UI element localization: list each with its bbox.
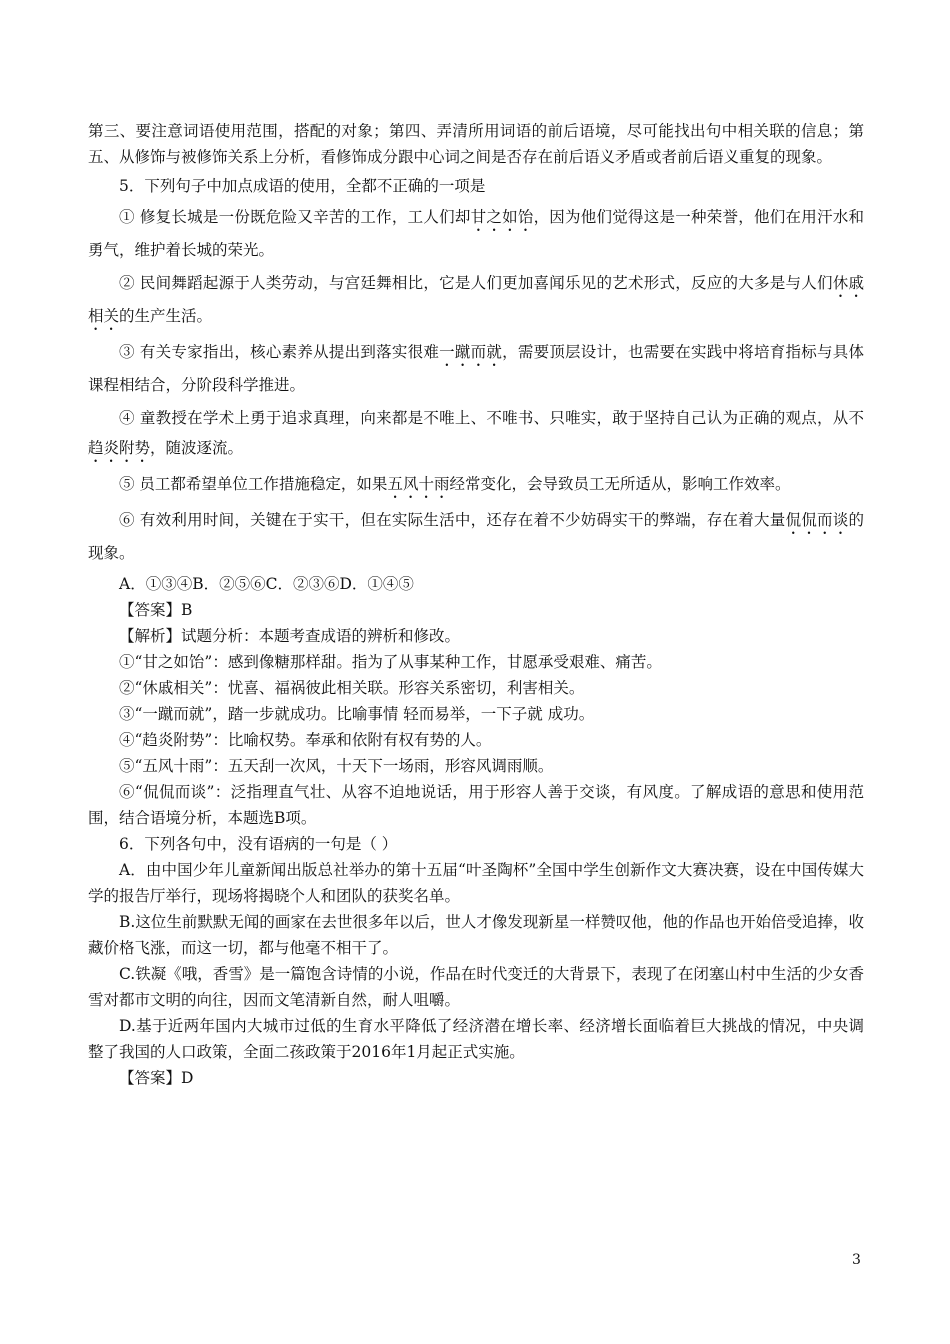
analysis-item-6: ⑥“侃侃而谈”：泛指理直气壮、从容不迫地说话，用于形容人善于交谈，有风度。了解成语的意思和使用范围，结合语境分析，本题选B项。 <box>88 783 864 827</box>
question-6-option-b: B.这位生前默默无闻的画家在去世很多年以后，世人才像发现新星一样赞叹他，他的作品也开始倍受追捧，收藏价格飞涨，而这一切，都与他毫不相干了。 <box>88 913 864 957</box>
sentence-text: ⑤ 员工都希望单位工作措施稳定，如果 <box>119 475 388 493</box>
question-6-option-a: A．由中国少年儿童新闻出版总社举办的第十五届“叶圣陶杯”全国中学生创新作文大赛决赛，设在中国传媒大学的报告厅举行，现场将揭晓个人和团队的获奖名单。 <box>88 861 864 905</box>
question-6-option-d: D.基于近两年国内大城市过低的生育水平降低了经济潜在增长率、经济增长面临着巨大挑战的情况，中央调整了我国的人口政策，全面二孩政策于2016年1月起正式实施。 <box>88 1017 864 1061</box>
question-5-options: A．①③④B．②⑤⑥C．②③⑥D．①④⑤ <box>119 575 414 593</box>
sentence-text: ① 修复长城是一份既危险又辛苦的工作，工人们却 <box>119 208 471 226</box>
analysis-item-3: ③“一蹴而就”，踏一步就成功。比喻事情 轻而易举，一下子就 成功。 <box>119 705 595 723</box>
analysis-item-2: ②“休戚相关”：忧喜、福祸彼此相关联。形容关系密切，利害相关。 <box>119 679 585 697</box>
question-5-sentence-1 <box>88 202 864 265</box>
sentence-text: ④ 童教授在学术上勇于追求真理，向来都是不唯上、不唯书、只唯实，敢于坚持自己认为正确的观点，从不 <box>119 409 864 427</box>
analysis-item-1: ①“甘之如饴”：感到像糖那样甜。指为了从事某种工作，甘愿承受艰难、痛苦。 <box>119 653 662 671</box>
dotted-idiom: 甘之如饴 <box>470 208 534 226</box>
sentence-text: ③ 有关专家指出，核心素养从提出到落实很难 <box>119 343 440 361</box>
sentence-text: ，需要顶层设计，也需要在实践中将培育指标与具体课程相结合，分阶段科学推进。 <box>88 343 864 394</box>
sentence-text: ⑥ 有效利用时间，关键在于实干，但在实际生活中，还存在着不少妨碍实干的弊端，存在着大量 <box>119 511 786 529</box>
dotted-idiom: 一蹴而就 <box>439 343 503 361</box>
sentence-text: 的生产生活。 <box>119 307 213 325</box>
sentence-text: ，因为他们觉得这是一种荣誉，他们在用汗水和勇气，维护着长城的荣光。 <box>88 208 864 259</box>
question-5-sentence-6 <box>88 505 864 568</box>
dotted-idiom: 五风十雨 <box>387 475 450 493</box>
intro-paragraph: 第三、要注意词语使用范围，搭配的对象；第四、弄清所用词语的前后语境，尽可能找出句中相关联的信息；第五、从修饰与被修饰关系上分析，看修饰成分跟中心词之间是否存在前后语义矛盾或者前后语义重复的现象。 <box>88 122 864 166</box>
sentence-text: ② 民间舞蹈起源于人类劳动，与宫廷舞相比，它是人们更加喜闻乐见的艺术形式，反应的大多是与人们 <box>119 274 833 292</box>
analysis-item-4: ④“趋炎附势”：比喻权势。奉承和依附有权有势的人。 <box>119 731 492 749</box>
question-6-option-c: C.铁凝《哦，香雪》是一篇饱含诗情的小说，作品在时代变迁的大背景下，表现了在闭塞山村中生活的少女香雪对都市文明的向往，因而文笔清新自然，耐人咀嚼。 <box>88 965 864 1009</box>
dotted-idiom: 侃侃而谈 <box>785 511 849 529</box>
question-5-sentence-3 <box>88 337 864 400</box>
dotted-idiom: 休戚相关 <box>88 274 864 325</box>
question-5-sentence-2 <box>88 268 864 334</box>
sentence-text: ，随波逐流。 <box>150 439 244 457</box>
question-5-answer: 【答案】B <box>119 601 193 619</box>
question-6-answer: 【答案】D <box>119 1069 194 1087</box>
page-content <box>88 118 864 1091</box>
sentence-text: 经常变化，会导致员工无所适从，影响工作效率。 <box>449 475 791 493</box>
page-number: 3 <box>852 1252 861 1268</box>
question-5-stem: 5．下列句子中加点成语的使用，全都不正确的一项是 <box>119 177 486 195</box>
question-5-sentence-4 <box>88 403 864 466</box>
question-5-sentence-5 <box>88 469 864 502</box>
sentence-text: 的现象。 <box>88 511 864 562</box>
dotted-idiom: 趋炎附势 <box>88 439 151 457</box>
question-6-stem: 6．下列各句中，没有语病的一句是（ ） <box>119 835 398 853</box>
analysis-item-5: ⑤“五风十雨”：五天刮一次风，十天下一场雨，形容风调雨顺。 <box>119 757 554 775</box>
question-5-analysis-title: 【解析】试题分析：本题考查成语的辨析和修改。 <box>119 627 461 645</box>
